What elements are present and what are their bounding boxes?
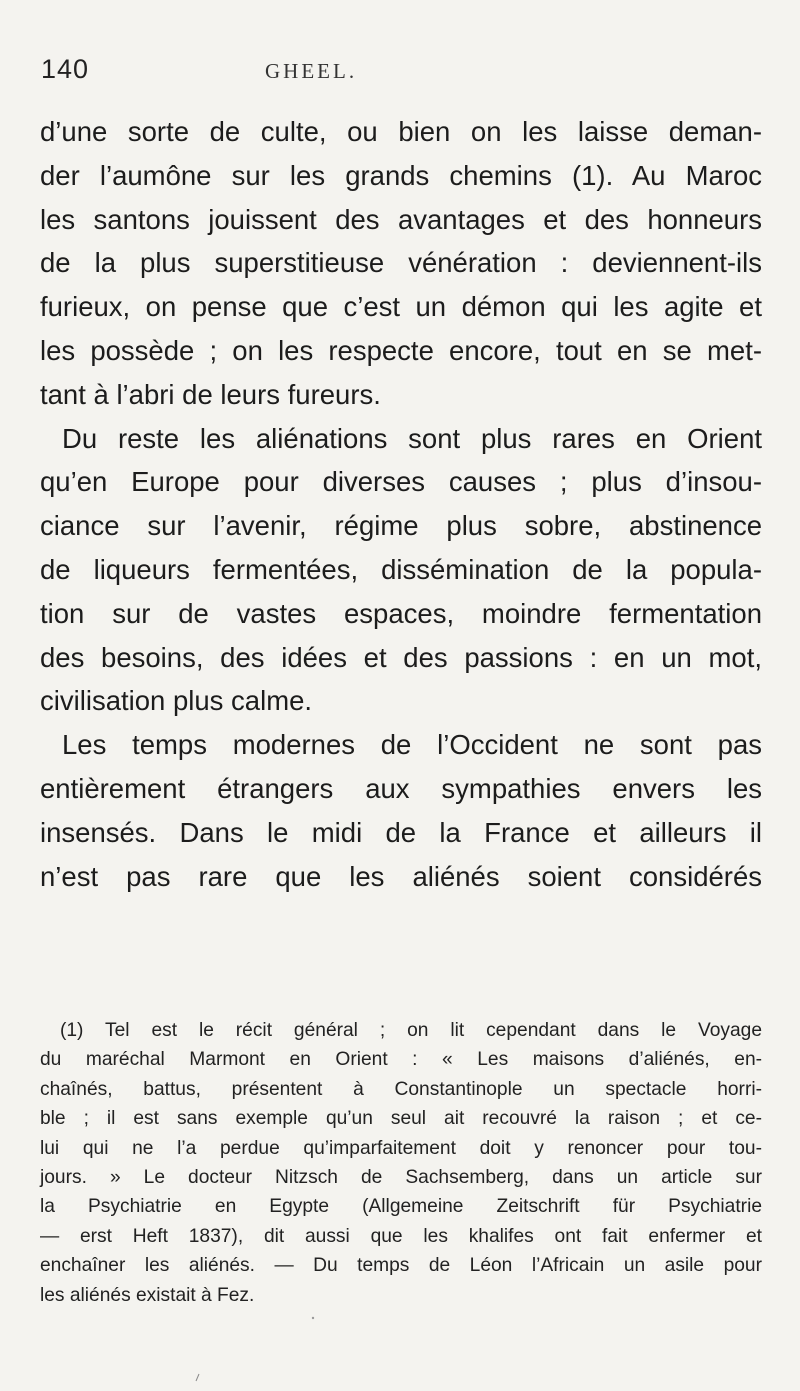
text-line: civilisation plus calme. [40,685,313,717]
text-line: les possède ; on les respecte encore, tout en se met- [40,334,762,366]
footnote-line: les aliénés existait à Fez. [40,1284,255,1306]
footnote-line: jours. » Le docteur Nitzsch de Sachsemberg, dans un article sur [40,1166,762,1188]
page-number: 140 [41,54,90,84]
text-line: Du reste les aliénations sont plus rares en Orient [62,422,762,454]
footnote-line: lui qui ne l’a perdue qu’imparfaitement doit y renoncer pour tou- [40,1137,762,1159]
footnote-line: la Psychiatrie en Egypte (Allgemeine Zeitschrift für Psychiatrie [40,1196,762,1218]
footnote-line: — erst Heft 1837), dit aussi que les khalifes ont fait enfermer et [40,1225,762,1247]
text-line: de liqueurs fermentées, dissémination de la popula- [40,553,762,585]
text-line: de la plus superstitieuse vénération : deviennent-ils [40,247,762,279]
text-line: des besoins, des idées et des passions : en un mot, [40,641,762,673]
text-line: tion sur de vastes espaces, moindre fermentation [40,597,762,629]
text-line: Les temps modernes de l’Occident ne sont pas [62,729,762,761]
text-line: tant à l’abri de leurs fureurs. [40,378,381,410]
main-text [40,110,762,898]
footnote-line: enchaîner les aliénés. — Du temps de Léon l’Africain un asile pour [40,1255,762,1277]
running-head: GHEEL. [265,59,358,83]
text-line: d’une sorte de culte, ou bien on les laisse deman- [40,116,762,147]
text-line: ciance sur l’avenir, régime plus sobre, abstinence [40,510,762,542]
text-line: n’est pas rare que les aliénés soient considérés [40,860,762,892]
footnote-line: chaînés, battus, présentent à Constantinople un spectacle horri- [40,1078,762,1100]
footnote-line: (1) Tel est le récit général ; on lit cependant dans le Voyage [60,1020,762,1041]
paper-mark [196,1374,199,1381]
text-line: furieux, on pense que c’est un démon qui les agite et [40,291,762,323]
footnote [40,1016,762,1310]
text-line: insensés. Dans le midi de la France et ailleurs il [40,816,762,848]
footnote-line: ble ; il est sans exemple qu’un seul ait recouvré la raison ; et ce- [40,1108,762,1130]
paper-speck [312,1317,314,1319]
text-line: qu’en Europe pour diverses causes ; plus d’insou- [40,466,762,498]
footnote-line: du maréchal Marmont en Orient : « Les maisons d’aliénés, en- [40,1049,762,1071]
text-line: les santons jouissent des avantages et des honneurs [40,203,762,235]
page-header [40,54,760,94]
text-line: der l’aumône sur les grands chemins (1). Au Maroc [40,159,762,191]
text-line: entièrement étrangers aux sympathies envers les [40,772,762,804]
